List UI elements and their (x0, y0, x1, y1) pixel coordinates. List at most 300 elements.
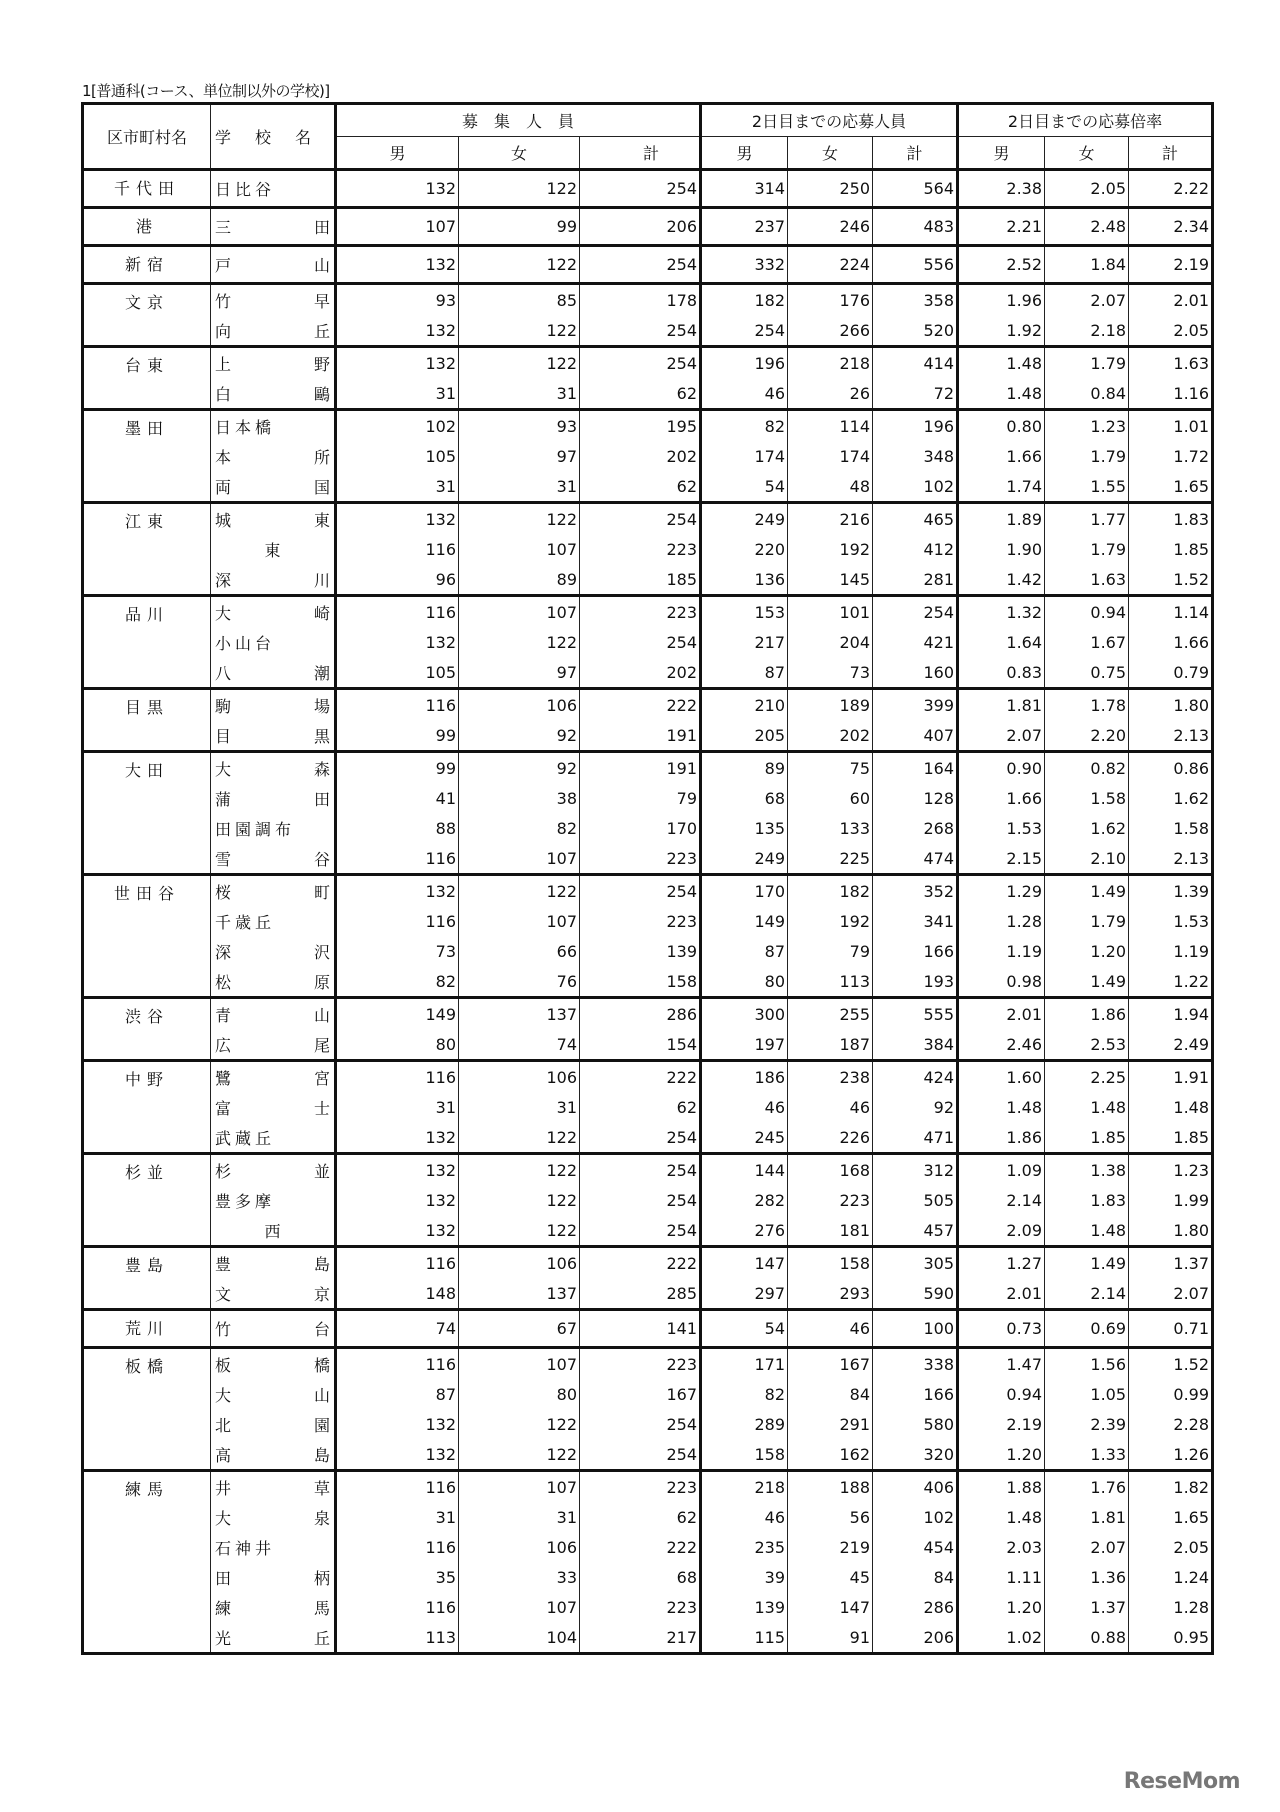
ratio-female-cell: 1.55 (1045, 471, 1129, 503)
applicants-male-cell: 249 (701, 503, 788, 535)
school-name: 八 潮 (211, 657, 336, 689)
school-name-cell (211, 906, 336, 936)
recruit-total-cell: 167 (580, 1379, 701, 1409)
applicants-female-cell: 188 (788, 1471, 873, 1503)
recruit-female-cell: 122 (459, 347, 580, 379)
recruit-male-cell: 132 (336, 1215, 459, 1247)
table-row (83, 1029, 1213, 1061)
applicants-male-cell: 314 (701, 170, 788, 208)
ratio-female-cell: 2.53 (1045, 1029, 1129, 1061)
school-name: 三 田 (211, 208, 336, 246)
ratio-male-cell: 1.11 (958, 1562, 1045, 1592)
recruit-female-cell: 122 (459, 1409, 580, 1439)
ratio-total-cell: 1.28 (1129, 1592, 1213, 1622)
ratio-male-cell: 1.48 (958, 1502, 1045, 1532)
applicants-female-cell: 46 (788, 1310, 873, 1348)
applicants-male-cell: 80 (701, 966, 788, 998)
applicants-female-cell: 219 (788, 1532, 873, 1562)
school-name: 竹 早 (211, 284, 336, 316)
ratio-female-cell: 1.84 (1045, 246, 1129, 284)
table-caption: 1[普通科(コース、単位制以外の学校)] (82, 82, 330, 100)
ratio-male-cell: 1.20 (958, 1592, 1045, 1622)
applicants-female-cell: 224 (788, 246, 873, 284)
applicants-female-cell: 187 (788, 1029, 873, 1061)
applicants-female-cell: 168 (788, 1154, 873, 1186)
recruit-total-cell: 158 (580, 966, 701, 998)
recruit-male-cell: 132 (336, 170, 459, 208)
header-applicants-total: 計 (873, 137, 958, 170)
applicants-female-cell: 158 (788, 1247, 873, 1279)
recruit-total-cell: 154 (580, 1029, 701, 1061)
ratio-total-cell: 1.48 (1129, 1092, 1213, 1122)
ratio-male-cell: 1.90 (958, 534, 1045, 564)
recruit-total-cell: 79 (580, 783, 701, 813)
applicants-male-cell: 332 (701, 246, 788, 284)
school-name: 蒲 田 (211, 783, 336, 813)
ratio-total-cell: 1.22 (1129, 966, 1213, 998)
ratio-male-cell: 0.83 (958, 657, 1045, 689)
applicants-male-cell: 135 (701, 813, 788, 843)
ratio-total-cell: 1.85 (1129, 1122, 1213, 1154)
ratio-male-cell: 1.47 (958, 1348, 1045, 1380)
recruit-female-cell: 93 (459, 410, 580, 442)
recruit-female-cell: 104 (459, 1622, 580, 1654)
recruit-total-cell: 223 (580, 906, 701, 936)
ratio-total-cell: 0.86 (1129, 752, 1213, 784)
recruit-total-cell: 223 (580, 1471, 701, 1503)
ratio-female-cell: 0.82 (1045, 752, 1129, 784)
applicants-female-cell: 293 (788, 1278, 873, 1310)
school-name-cell (211, 813, 336, 843)
applicants-total-cell: 421 (873, 627, 958, 657)
ratio-male-cell: 1.66 (958, 441, 1045, 471)
school-name: 大 崎 (211, 596, 336, 628)
table-row (83, 503, 1213, 535)
school-name: 田園調布 (215, 819, 296, 839)
recruit-female-cell: 38 (459, 783, 580, 813)
recruit-male-cell: 93 (336, 284, 459, 316)
recruit-male-cell: 116 (336, 1247, 459, 1279)
recruit-male-cell: 132 (336, 1439, 459, 1471)
recruit-male-cell: 132 (336, 246, 459, 284)
school-name: 本 所 (211, 441, 336, 471)
applicants-male-cell: 217 (701, 627, 788, 657)
applicants-female-cell: 101 (788, 596, 873, 628)
applicants-female-cell: 192 (788, 906, 873, 936)
school-name: 戸 山 (211, 246, 336, 284)
ratio-total-cell: 1.58 (1129, 813, 1213, 843)
recruit-female-cell: 122 (459, 875, 580, 907)
ratio-male-cell: 2.19 (958, 1409, 1045, 1439)
applicants-male-cell: 237 (701, 208, 788, 246)
school-name-cell (211, 1532, 336, 1562)
recruit-total-cell: 254 (580, 1185, 701, 1215)
recruit-female-cell: 122 (459, 1185, 580, 1215)
applicants-total-cell: 580 (873, 1409, 958, 1439)
recruit-female-cell: 106 (459, 689, 580, 721)
header-ward: 区市町村名 (83, 104, 211, 170)
school-name: 小山台 (215, 633, 276, 653)
applicants-female-cell: 255 (788, 998, 873, 1030)
table-row (83, 596, 1213, 628)
ratio-male-cell: 1.74 (958, 471, 1045, 503)
table-row (83, 783, 1213, 813)
header-recruit: 募 集 人 員 (336, 104, 701, 137)
recruit-male-cell: 148 (336, 1278, 459, 1310)
table-row (83, 1562, 1213, 1592)
ward-name: 練馬 (83, 1471, 211, 1654)
applicants-male-cell: 158 (701, 1439, 788, 1471)
school-name: 豊多摩 (215, 1191, 276, 1211)
ratio-total-cell: 1.66 (1129, 627, 1213, 657)
ratio-total-cell: 1.62 (1129, 783, 1213, 813)
ratio-male-cell: 1.81 (958, 689, 1045, 721)
recruit-female-cell: 107 (459, 596, 580, 628)
recruit-total-cell: 139 (580, 936, 701, 966)
ratio-female-cell: 1.36 (1045, 1562, 1129, 1592)
header-ratio: 2日目までの応募倍率 (958, 104, 1213, 137)
ratio-male-cell: 2.03 (958, 1532, 1045, 1562)
ratio-male-cell: 1.28 (958, 906, 1045, 936)
applicants-female-cell: 216 (788, 503, 873, 535)
applicants-total-cell: 166 (873, 936, 958, 966)
applicants-total-cell: 92 (873, 1092, 958, 1122)
applicants-total-cell: 84 (873, 1562, 958, 1592)
table-row (83, 378, 1213, 410)
ratio-female-cell: 1.77 (1045, 503, 1129, 535)
ward-name: 豊島 (83, 1247, 211, 1310)
table-body (83, 170, 1213, 1654)
ratio-total-cell: 1.24 (1129, 1562, 1213, 1592)
header-applicants: 2日目までの応募人員 (701, 104, 958, 137)
applicants-female-cell: 114 (788, 410, 873, 442)
ratio-total-cell: 1.37 (1129, 1247, 1213, 1279)
ratio-female-cell: 0.75 (1045, 657, 1129, 689)
ratio-female-cell: 2.14 (1045, 1278, 1129, 1310)
recruit-total-cell: 254 (580, 1154, 701, 1186)
school-name: 井 草 (211, 1471, 336, 1503)
ratio-female-cell: 1.79 (1045, 347, 1129, 379)
ratio-female-cell: 2.39 (1045, 1409, 1129, 1439)
table-row (83, 1622, 1213, 1654)
recruit-male-cell: 31 (336, 378, 459, 410)
recruit-female-cell: 67 (459, 1310, 580, 1348)
ratio-total-cell: 1.82 (1129, 1471, 1213, 1503)
ratio-male-cell: 1.20 (958, 1439, 1045, 1471)
applicants-male-cell: 205 (701, 720, 788, 752)
ward-name: 墨田 (83, 410, 211, 503)
recruit-male-cell: 113 (336, 1622, 459, 1654)
recruit-male-cell: 116 (336, 596, 459, 628)
recruit-total-cell: 185 (580, 564, 701, 596)
ratio-male-cell: 0.73 (958, 1310, 1045, 1348)
recruit-total-cell: 223 (580, 1592, 701, 1622)
school-name: 大 泉 (211, 1502, 336, 1532)
recruit-total-cell: 286 (580, 998, 701, 1030)
recruit-total-cell: 141 (580, 1310, 701, 1348)
table-row (83, 627, 1213, 657)
ratio-male-cell: 0.98 (958, 966, 1045, 998)
recruit-male-cell: 132 (336, 315, 459, 347)
resemom-logo: ReseMom (1123, 1769, 1240, 1794)
ratio-female-cell: 1.38 (1045, 1154, 1129, 1186)
school-name: 広 尾 (211, 1029, 336, 1061)
recruit-total-cell: 222 (580, 1532, 701, 1562)
applicants-total-cell: 268 (873, 813, 958, 843)
recruit-male-cell: 99 (336, 752, 459, 784)
applicants-male-cell: 46 (701, 1092, 788, 1122)
recruit-total-cell: 254 (580, 170, 701, 208)
recruit-total-cell: 254 (580, 1215, 701, 1247)
ratio-total-cell: 1.26 (1129, 1439, 1213, 1471)
ratio-female-cell: 1.37 (1045, 1592, 1129, 1622)
applicants-female-cell: 226 (788, 1122, 873, 1154)
recruit-female-cell: 80 (459, 1379, 580, 1409)
applicants-total-cell: 305 (873, 1247, 958, 1279)
applicants-female-cell: 204 (788, 627, 873, 657)
applicants-male-cell: 210 (701, 689, 788, 721)
ratio-female-cell: 1.58 (1045, 783, 1129, 813)
table-row (83, 1278, 1213, 1310)
ratio-total-cell: 1.65 (1129, 1502, 1213, 1532)
recruit-female-cell: 66 (459, 936, 580, 966)
recruit-male-cell: 87 (336, 1379, 459, 1409)
recruit-total-cell: 62 (580, 1092, 701, 1122)
school-name: 杉 並 (211, 1154, 336, 1186)
school-name: 豊 島 (211, 1247, 336, 1279)
ward-name: 文京 (83, 284, 211, 347)
recruit-total-cell: 206 (580, 208, 701, 246)
ward-name: 港 (83, 208, 211, 246)
applicants-total-cell: 254 (873, 596, 958, 628)
ratio-female-cell: 1.62 (1045, 813, 1129, 843)
table-row (83, 471, 1213, 503)
ratio-female-cell: 1.85 (1045, 1122, 1129, 1154)
applicants-male-cell: 115 (701, 1622, 788, 1654)
table-row (83, 689, 1213, 721)
school-name: 板 橋 (211, 1348, 336, 1380)
school-name: 田 柄 (211, 1562, 336, 1592)
applicants-male-cell: 68 (701, 783, 788, 813)
ratio-male-cell: 1.48 (958, 347, 1045, 379)
ratio-female-cell: 0.84 (1045, 378, 1129, 410)
table-row (83, 1154, 1213, 1186)
ratio-female-cell: 2.07 (1045, 1532, 1129, 1562)
recruit-female-cell: 107 (459, 1592, 580, 1622)
table-row (83, 315, 1213, 347)
ratio-female-cell: 1.83 (1045, 1185, 1129, 1215)
ward-name: 荒川 (83, 1310, 211, 1348)
applicants-total-cell: 454 (873, 1532, 958, 1562)
recruit-male-cell: 116 (336, 1348, 459, 1380)
recruit-female-cell: 85 (459, 284, 580, 316)
ratio-male-cell: 1.09 (958, 1154, 1045, 1186)
ratio-male-cell: 2.07 (958, 720, 1045, 752)
table-row (83, 534, 1213, 564)
ratio-female-cell: 1.49 (1045, 875, 1129, 907)
table-row (83, 1185, 1213, 1215)
recruit-total-cell: 62 (580, 1502, 701, 1532)
recruit-total-cell: 223 (580, 843, 701, 875)
school-name-cell (211, 170, 336, 208)
recruit-female-cell: 106 (459, 1532, 580, 1562)
ratio-total-cell: 1.63 (1129, 347, 1213, 379)
ratio-total-cell: 2.05 (1129, 1532, 1213, 1562)
ward-name: 新宿 (83, 246, 211, 284)
applicants-total-cell: 457 (873, 1215, 958, 1247)
school-name: 白 鷗 (211, 378, 336, 410)
recruit-total-cell: 62 (580, 378, 701, 410)
applicants-male-cell: 144 (701, 1154, 788, 1186)
applicants-total-cell: 471 (873, 1122, 958, 1154)
applicants-female-cell: 246 (788, 208, 873, 246)
ratio-total-cell: 2.13 (1129, 720, 1213, 752)
recruit-female-cell: 122 (459, 503, 580, 535)
ratio-male-cell: 2.01 (958, 1278, 1045, 1310)
ratio-total-cell: 1.94 (1129, 998, 1213, 1030)
applicants-total-cell: 72 (873, 378, 958, 410)
school-name: 城 東 (211, 503, 336, 535)
applicants-male-cell: 54 (701, 1310, 788, 1348)
school-name: 石神井 (215, 1538, 276, 1558)
recruit-female-cell: 31 (459, 378, 580, 410)
school-name: 光 丘 (211, 1622, 336, 1654)
ratio-total-cell: 0.71 (1129, 1310, 1213, 1348)
recruit-male-cell: 105 (336, 657, 459, 689)
recruit-male-cell: 31 (336, 471, 459, 503)
recruit-female-cell: 92 (459, 752, 580, 784)
header-recruit-female: 女 (459, 137, 580, 170)
applicants-female-cell: 73 (788, 657, 873, 689)
ratio-female-cell: 2.18 (1045, 315, 1129, 347)
ratio-male-cell: 2.15 (958, 843, 1045, 875)
ratio-total-cell: 0.79 (1129, 657, 1213, 689)
application-ratio-table (81, 102, 1214, 1655)
recruit-male-cell: 132 (336, 1409, 459, 1439)
ratio-female-cell: 1.79 (1045, 906, 1129, 936)
applicants-total-cell: 128 (873, 783, 958, 813)
applicants-female-cell: 45 (788, 1562, 873, 1592)
recruit-total-cell: 217 (580, 1622, 701, 1654)
ratio-male-cell: 2.09 (958, 1215, 1045, 1247)
recruit-female-cell: 137 (459, 998, 580, 1030)
applicants-male-cell: 46 (701, 378, 788, 410)
ratio-male-cell: 0.94 (958, 1379, 1045, 1409)
recruit-female-cell: 97 (459, 441, 580, 471)
applicants-total-cell: 341 (873, 906, 958, 936)
recruit-female-cell: 107 (459, 1348, 580, 1380)
ratio-total-cell: 2.28 (1129, 1409, 1213, 1439)
table-row (83, 1532, 1213, 1562)
recruit-male-cell: 132 (336, 503, 459, 535)
ward-name: 杉並 (83, 1154, 211, 1247)
recruit-male-cell: 116 (336, 534, 459, 564)
recruit-total-cell: 254 (580, 246, 701, 284)
applicants-total-cell: 312 (873, 1154, 958, 1186)
ratio-male-cell: 1.60 (958, 1061, 1045, 1093)
recruit-female-cell: 106 (459, 1247, 580, 1279)
table-row (83, 720, 1213, 752)
school-name: 大 森 (211, 752, 336, 784)
ratio-male-cell: 1.53 (958, 813, 1045, 843)
recruit-total-cell: 254 (580, 1122, 701, 1154)
applicants-male-cell: 235 (701, 1532, 788, 1562)
recruit-female-cell: 31 (459, 471, 580, 503)
applicants-male-cell: 289 (701, 1409, 788, 1439)
recruit-female-cell: 76 (459, 966, 580, 998)
applicants-female-cell: 182 (788, 875, 873, 907)
applicants-total-cell: 520 (873, 315, 958, 347)
recruit-male-cell: 107 (336, 208, 459, 246)
ward-name: 台東 (83, 347, 211, 410)
recruit-male-cell: 116 (336, 1061, 459, 1093)
ratio-total-cell: 0.99 (1129, 1379, 1213, 1409)
applicants-female-cell: 48 (788, 471, 873, 503)
table-row (83, 1471, 1213, 1503)
applicants-male-cell: 136 (701, 564, 788, 596)
ratio-male-cell: 1.48 (958, 1092, 1045, 1122)
table-row (83, 1592, 1213, 1622)
ratio-female-cell: 1.79 (1045, 441, 1129, 471)
recruit-male-cell: 82 (336, 966, 459, 998)
table-row (83, 1247, 1213, 1279)
recruit-male-cell: 80 (336, 1029, 459, 1061)
table-row (83, 1439, 1213, 1471)
applicants-female-cell: 223 (788, 1185, 873, 1215)
ratio-male-cell: 1.19 (958, 936, 1045, 966)
table-row (83, 1061, 1213, 1093)
table-row (83, 1310, 1213, 1348)
table-row (83, 1348, 1213, 1380)
applicants-male-cell: 87 (701, 657, 788, 689)
ward-name: 品川 (83, 596, 211, 689)
applicants-male-cell: 220 (701, 534, 788, 564)
table-row (83, 657, 1213, 689)
recruit-total-cell: 254 (580, 503, 701, 535)
table-row (83, 246, 1213, 284)
table-row (83, 1409, 1213, 1439)
applicants-total-cell: 193 (873, 966, 958, 998)
header-ratio-male: 男 (958, 137, 1045, 170)
school-name: 上 野 (211, 347, 336, 379)
recruit-female-cell: 107 (459, 906, 580, 936)
ratio-female-cell: 2.20 (1045, 720, 1129, 752)
ratio-female-cell: 1.79 (1045, 534, 1129, 564)
applicants-female-cell: 202 (788, 720, 873, 752)
recruit-female-cell: 122 (459, 1439, 580, 1471)
recruit-female-cell: 82 (459, 813, 580, 843)
ward-name: 大田 (83, 752, 211, 875)
school-name: 高 島 (211, 1439, 336, 1471)
table-row (83, 1379, 1213, 1409)
ratio-total-cell: 2.05 (1129, 315, 1213, 347)
ratio-total-cell: 1.72 (1129, 441, 1213, 471)
applicants-female-cell: 162 (788, 1439, 873, 1471)
school-name: 向 丘 (211, 315, 336, 347)
ratio-total-cell: 1.23 (1129, 1154, 1213, 1186)
ratio-female-cell: 1.67 (1045, 627, 1129, 657)
applicants-male-cell: 46 (701, 1502, 788, 1532)
school-name: 桜 町 (211, 875, 336, 907)
school-name: 千歳丘 (215, 912, 276, 932)
applicants-female-cell: 250 (788, 170, 873, 208)
recruit-total-cell: 222 (580, 1247, 701, 1279)
recruit-total-cell: 254 (580, 1409, 701, 1439)
applicants-total-cell: 556 (873, 246, 958, 284)
applicants-female-cell: 113 (788, 966, 873, 998)
recruit-female-cell: 107 (459, 1471, 580, 1503)
ratio-female-cell: 2.07 (1045, 284, 1129, 316)
